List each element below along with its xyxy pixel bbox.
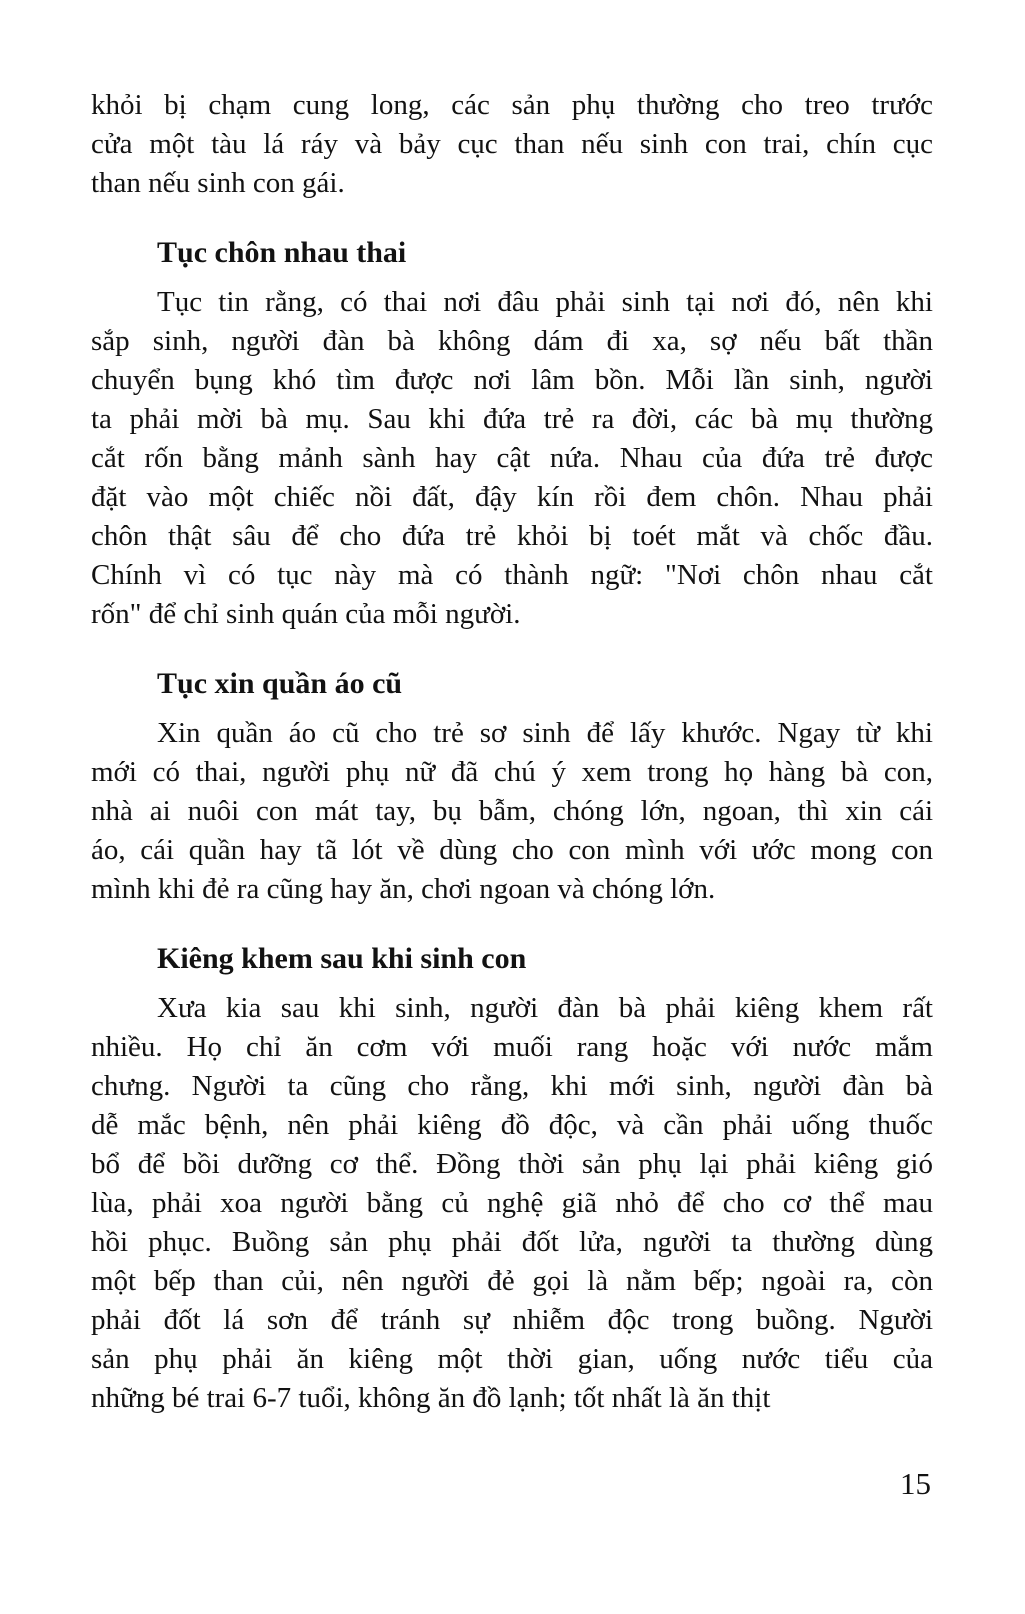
text-line: chôn thật sâu để cho đứa trẻ khỏi bị toét mắt và chốc đầu. bbox=[91, 520, 933, 552]
page-content bbox=[91, 86, 933, 1418]
text-line: Xin quần áo cũ cho trẻ sơ sinh để lấy khước. Ngay từ khi bbox=[157, 717, 933, 749]
text-line: sản phụ phải ăn kiêng một thời gian, uống nước tiểu của bbox=[91, 1343, 933, 1375]
text-line: Chính vì có tục này mà có thành ngữ: "Nơi chôn nhau cắt bbox=[91, 559, 933, 591]
text-line: mình khi đẻ ra cũng hay ăn, chơi ngoan và chóng lớn. bbox=[91, 873, 716, 905]
text-line: ta phải mời bà mụ. Sau khi đứa trẻ ra đời, các bà mụ thường bbox=[91, 403, 933, 435]
text-line: chuyển bụng khó tìm được nơi lâm bồn. Mỗi lần sinh, người bbox=[91, 364, 933, 396]
text-line: đặt vào một chiếc nồi đất, đậy kín rồi đem chôn. Nhau phải bbox=[91, 481, 933, 513]
text-line: cửa một tàu lá ráy và bảy cục than nếu sinh con trai, chín cục bbox=[91, 128, 933, 160]
text-line: than nếu sinh con gái. bbox=[91, 167, 345, 199]
text-line: Xưa kia sau khi sinh, người đàn bà phải kiêng khem rất bbox=[157, 992, 933, 1024]
text-line: chưng. Người ta cũng cho rằng, khi mới sinh, người đàn bà bbox=[91, 1070, 933, 1102]
text-line: hồi phục. Buồng sản phụ phải đốt lửa, người ta thường dùng bbox=[91, 1226, 933, 1258]
text-line: những bé trai 6-7 tuổi, không ăn đồ lạnh; tốt nhất là ăn thịt bbox=[91, 1382, 771, 1414]
paragraph bbox=[91, 283, 933, 634]
text-line: nhiều. Họ chỉ ăn cơm với muối rang hoặc với nước mắm bbox=[91, 1031, 933, 1063]
text-line: áo, cái quần hay tã lót về dùng cho con mình với ước mong con bbox=[91, 834, 933, 866]
paragraph bbox=[91, 714, 933, 909]
section-heading: Kiêng khem sau khi sinh con bbox=[157, 942, 527, 975]
text-line: phải đốt lá sơn để tránh sự nhiễm độc trong buồng. Người bbox=[91, 1304, 933, 1336]
text-line: Tục tin rằng, có thai nơi đâu phải sinh tại nơi đó, nên khi bbox=[157, 286, 933, 318]
text-line: một bếp than củi, nên người đẻ gọi là nằm bếp; ngoài ra, còn bbox=[91, 1265, 933, 1297]
paragraph bbox=[91, 989, 933, 1418]
text-line: mới có thai, người phụ nữ đã chú ý xem trong họ hàng bà con, bbox=[91, 756, 933, 788]
paragraph bbox=[91, 86, 933, 203]
text-line: cắt rốn bằng mảnh sành hay cật nứa. Nhau của đứa trẻ được bbox=[91, 442, 933, 474]
text-line: rốn" để chỉ sinh quán của mỗi người. bbox=[91, 598, 521, 630]
text-line: dễ mắc bệnh, nên phải kiêng đồ độc, và cần phải uống thuốc bbox=[91, 1109, 933, 1141]
text-line: nhà ai nuôi con mát tay, bụ bẫm, chóng lớn, ngoan, thì xin cái bbox=[91, 795, 933, 827]
text-line: bổ để bồi dưỡng cơ thể. Đồng thời sản phụ lại phải kiêng gió bbox=[91, 1148, 933, 1180]
text-line: khỏi bị chạm cung long, các sản phụ thường cho treo trước bbox=[91, 89, 933, 121]
page-number: 15 bbox=[900, 1466, 931, 1501]
text-line: sắp sinh, người đàn bà không dám đi xa, sợ nếu bất thần bbox=[91, 325, 933, 357]
section-heading: Tục chôn nhau thai bbox=[157, 236, 407, 269]
section-heading: Tục xin quần áo cũ bbox=[157, 667, 403, 700]
text-line: lùa, phải xoa người bằng củ nghệ giã nhỏ để cho cơ thể mau bbox=[91, 1187, 933, 1219]
